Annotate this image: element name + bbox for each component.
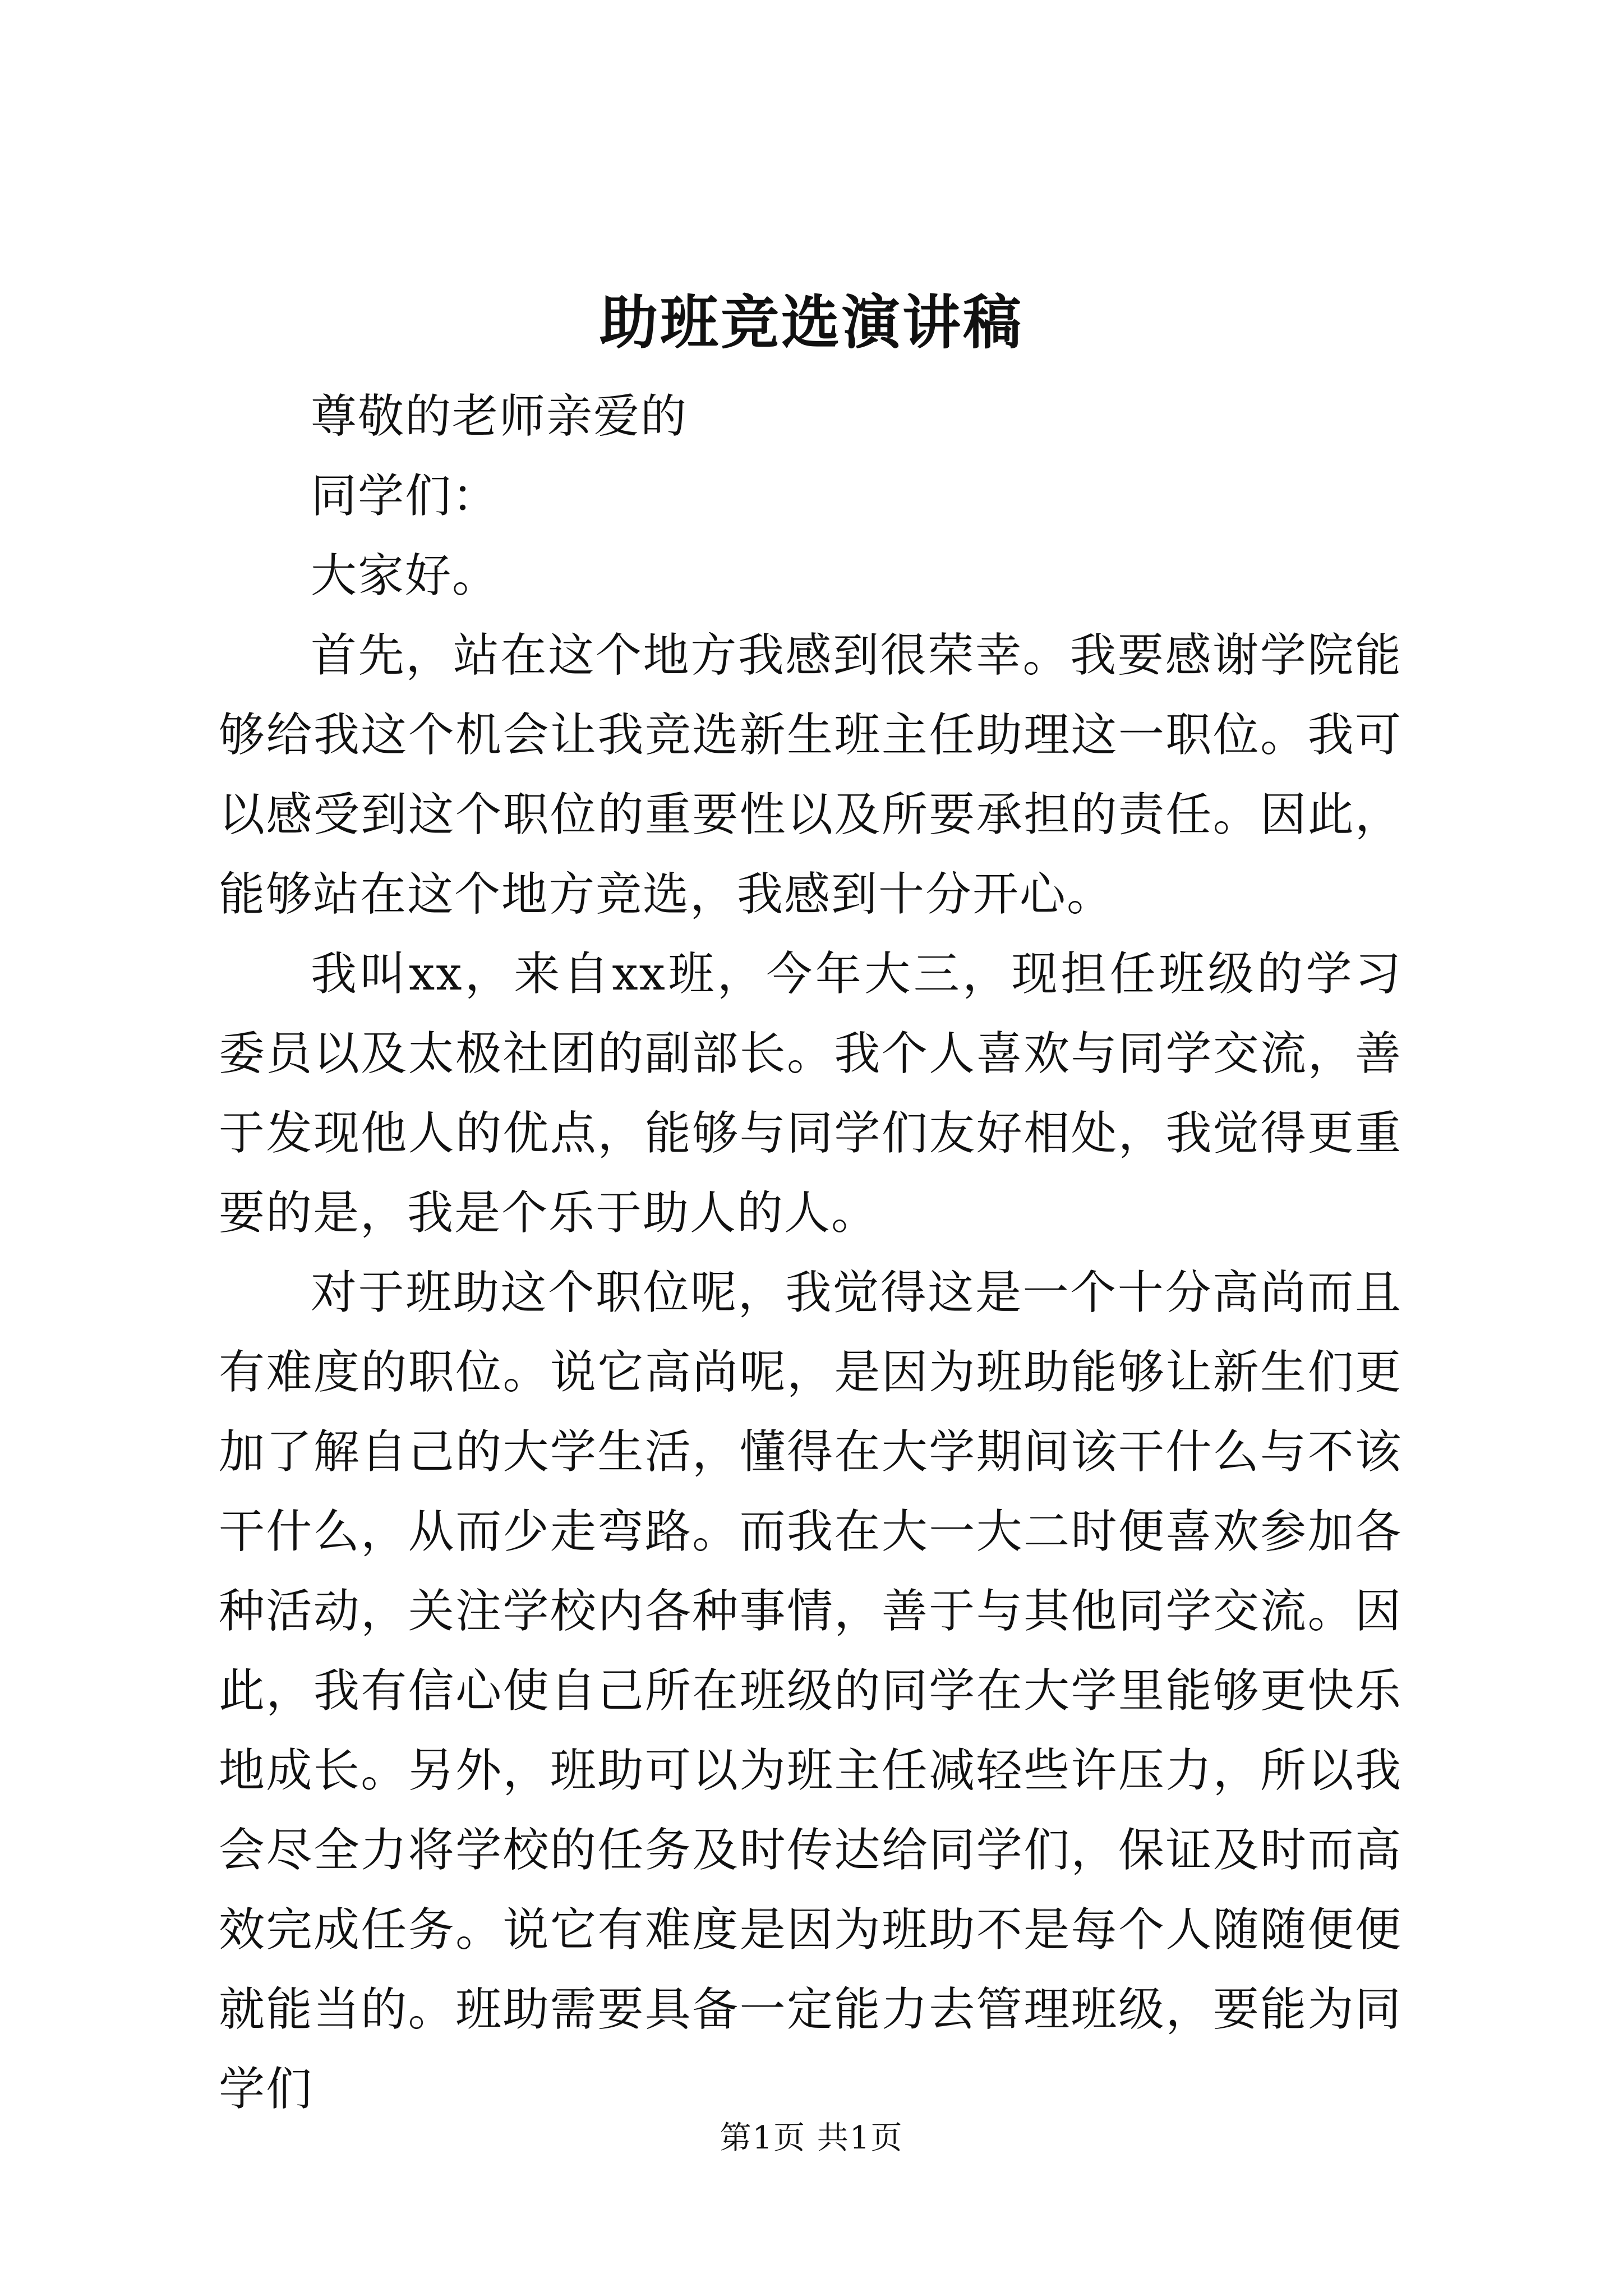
paragraph-self-introduction: 我叫xx，来自xx班，今年大三，现担任班级的学习委员以及太极社团的副部长。我个人喜欢与同学交流，善于发现他人的优点，能够与同学们友好相处，我觉得更重要的是，我是个乐于助人的人。 (219, 947, 1402, 1240)
document-title: 助班竞选演讲稿 (599, 288, 1023, 357)
paragraph-position-view: 对于班助这个职位呢，我觉得这是一个十分高尚而且有难度的职位。说它高尚呢，是因为班助能够让新生们更加了解自己的大学生活，懂得在大学期间该干什么与不该干什么，从而少走弯路。而我在大一大二时便喜欢参加各种活动，关注学校内各种事情，善于与其他同学交流。因此，我有信心使自己所在班级的同学在大学里能够更快乐地成长。另外，班助可以为班主任减轻些许压力，所以我会尽全力将学校的任务及时传达给同学们，保证及时而高效完成任务。说它有难度是因为班助不是每个人随随便便就能当的。班助需要具备一定能力去管理班级，要能为同学们 (219, 1266, 1402, 2116)
page-footer: 第1页 共1页 (720, 2120, 903, 2156)
greeting: 大家好。 (311, 549, 500, 602)
document-body (219, 377, 1402, 2129)
paragraph-introduction: 首先，站在这个地方我感到很荣幸。我要感谢学院能够给我这个机会让我竞选新生班主任助理这一职位。我可以感受到这个职位的重要性以及所要承担的责任。因此，能够站在这个地方竞选，我感到十分开心。 (219, 629, 1402, 921)
salutation-line-1: 尊敬的老师亲爱的 (311, 390, 688, 443)
salutation-line-2: 同学们： (311, 470, 500, 523)
